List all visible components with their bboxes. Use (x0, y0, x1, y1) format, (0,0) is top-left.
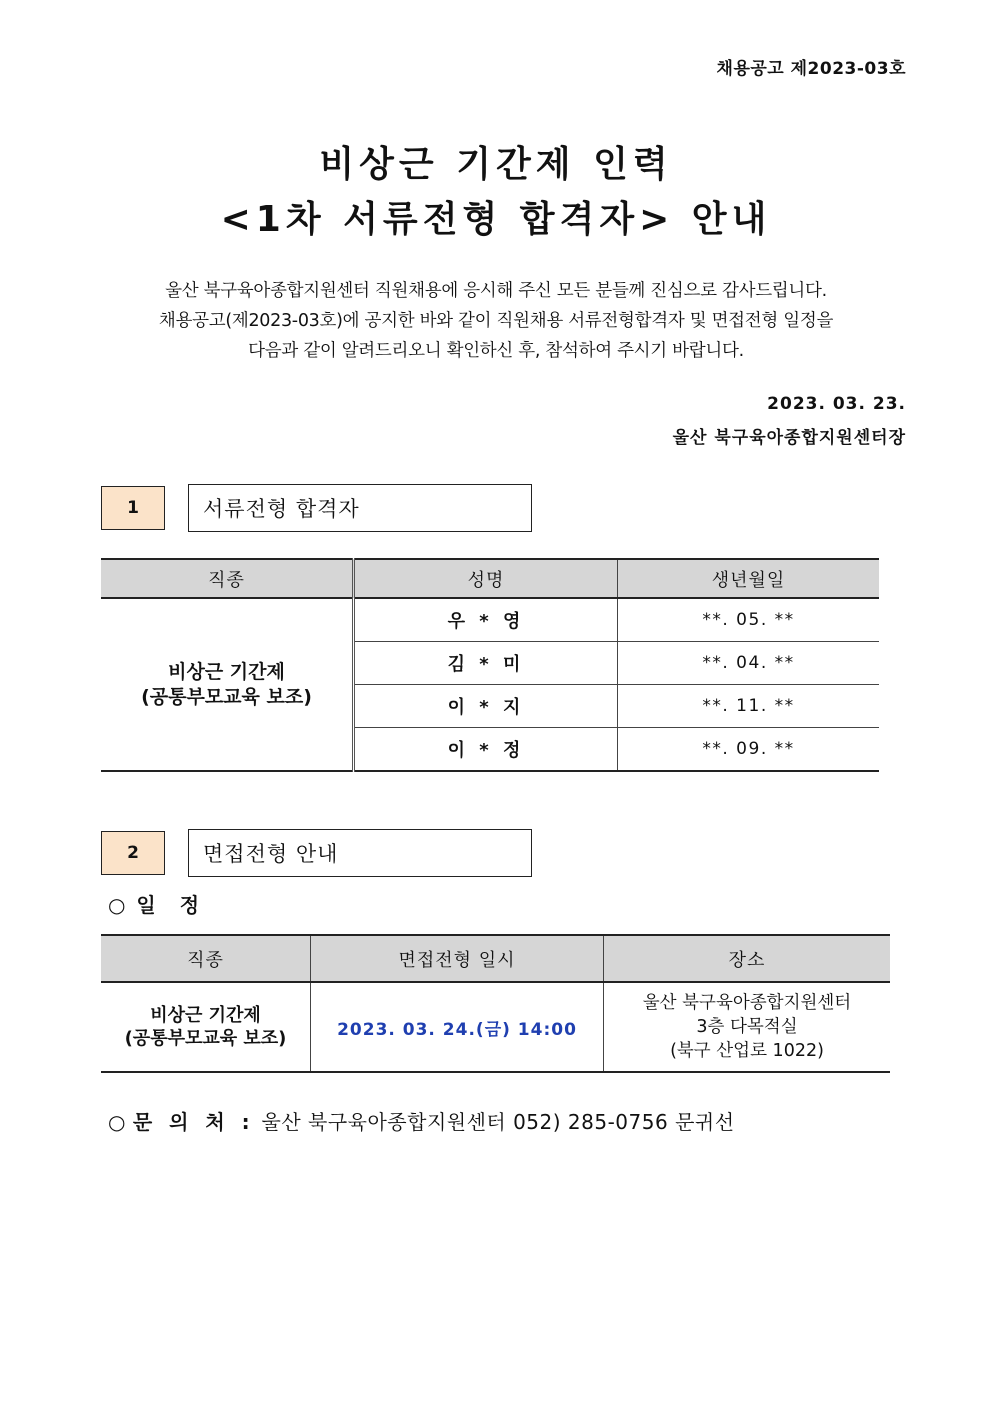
place-line3: (북구 산업로 1022) (670, 1041, 824, 1061)
passed-candidates-table (101, 558, 879, 772)
page-title-line2: <1차 서류전형 합격자> 안내 (220, 199, 772, 240)
table-row (101, 982, 890, 1072)
candidate-birth: **. 09. ** (618, 728, 880, 772)
page-title-line1: 비상근 기간제 인력 (319, 144, 673, 185)
schedule-heading (108, 889, 201, 918)
job-type-line2: (공통부모교육 보조) (124, 1028, 287, 1049)
place-line2: 3층 다목적실 (696, 1017, 798, 1037)
intro-line-2: 채용공고(제2023-03호)에 공지한 바와 같이 직원채용 서류전형합격자 및 면접전형 일정을 (158, 311, 834, 331)
section-2-number: 2 (101, 831, 165, 875)
job-type-line1: 비상근 기간제 (150, 1005, 261, 1026)
intro-line-3: 다음과 같이 알려드리오니 확인하신 후, 참석하여 주시기 바랍니다. (248, 341, 744, 361)
candidate-name: 이 * 정 (354, 728, 618, 772)
job-type-line1: 비상근 기간제 (168, 660, 285, 683)
interview-place (604, 982, 891, 1072)
job-type-line2: (공통부모교육 보조) (141, 685, 312, 708)
issuer-name: 울산 북구육아종합지원센터장 (672, 428, 906, 448)
candidate-name: 우 * 영 (354, 598, 618, 642)
candidate-name: 김 * 미 (354, 642, 618, 685)
table-row (101, 598, 879, 642)
interview-schedule-table (101, 934, 890, 1073)
candidate-name: 이 * 지 (354, 685, 618, 728)
header-job: 직종 (101, 559, 354, 598)
table-header-row (101, 559, 879, 598)
header-name: 성명 (354, 559, 618, 598)
contact-label: 문 의 처 : (132, 1110, 255, 1134)
notice-number: 채용공고 제2023-03호 (716, 59, 906, 79)
candidate-birth: **. 05. ** (618, 598, 880, 642)
candidate-birth: **. 11. ** (618, 685, 880, 728)
issue-date: 2023. 03. 23. (767, 394, 906, 414)
section-2-title: 면접전형 안내 (188, 829, 532, 877)
job-type-cell (101, 598, 354, 771)
header-birth: 생년월일 (618, 559, 880, 598)
schedule-label-1: 일 (136, 893, 158, 917)
intro-line-1: 울산 북구육아종합지원센터 직원채용에 응시해 주신 모든 분들께 진심으로 감사드립니다. (165, 281, 827, 301)
contact-info (108, 1106, 735, 1135)
schedule-label-2: 정 (179, 893, 202, 917)
contact-text: 울산 북구육아종합지원센터 052) 285-0756 문귀선 (261, 1110, 735, 1134)
circle-bullet-icon: ○ (108, 893, 128, 917)
interview-datetime: 2023. 03. 24.(금) 14:00 (311, 982, 604, 1072)
header-job: 직종 (101, 935, 311, 982)
section-1-number: 1 (101, 486, 165, 530)
job-type-cell (101, 982, 311, 1072)
place-line1: 울산 북구육아종합지원센터 (642, 993, 852, 1013)
header-place: 장소 (604, 935, 891, 982)
table-header-row (101, 935, 890, 982)
section-1-title: 서류전형 합격자 (188, 484, 532, 532)
candidate-birth: **. 04. ** (618, 642, 880, 685)
header-datetime: 면접전형 일시 (311, 935, 604, 982)
circle-bullet-icon: ○ (108, 1110, 126, 1134)
